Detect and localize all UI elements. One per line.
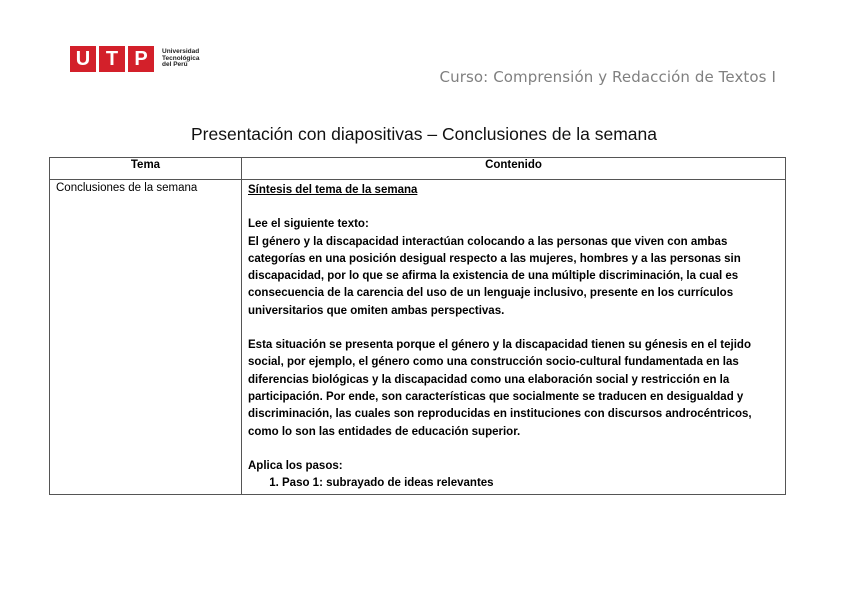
content-cell [242,180,786,495]
paragraph-1: El género y la discapacidad interactúan colocando a las personas que viven con ambas categorías en una posición desigual respecto a las mujeres, hombres y a las personas sin discapacidad, por lo que se afirma la existencia de una múltiple discriminación, la cual es consecuencia de la carencia del uso de un lenguaje inclusivo, presente en los currículos universitarios que omiten ambas perspectivas. [248,235,741,317]
table-row [50,180,786,495]
logo-letter-u: U [70,46,96,72]
content-heading: Síntesis del tema de la semana [248,184,418,196]
content-table [49,157,786,495]
read-label: Lee el siguiente texto: [248,218,369,231]
header-contenido: Contenido [242,158,786,180]
topic-cell: Conclusiones de la semana [50,180,242,495]
table-header-row [50,158,786,180]
logo-letter-t: T [99,46,125,72]
page-title: Presentación con diapositivas – Conclusiones de la semana [191,124,657,144]
steps-list [248,475,779,492]
steps-label: Aplica los pasos: [248,459,343,472]
step-item: 1. Paso 1: subrayado de ideas relevantes [282,475,779,492]
paragraph-2: Esta situación se presenta porque el género y la discapacidad tienen su génesis en el tejido social, por ejemplo, el género como una construcción socio-cultural fundamentada en las diferencias biológicas y la discapacidad como una elaboración social y restricción en la participación. Por ende, son características que socialmente se traducen en desigualdad y discriminación, las cuales son reproducidas en instituciones con discursos androcéntricos, como lo son las entidades de educación superior. [248,339,752,438]
logo-letter-p: P [128,46,154,72]
utp-logo [70,46,199,72]
course-name: Curso: Comprensión y Redacción de Textos I [439,68,776,86]
logo-university-name: Universidad Tecnológica del Perú [162,48,200,69]
header-tema: Tema [50,158,242,180]
